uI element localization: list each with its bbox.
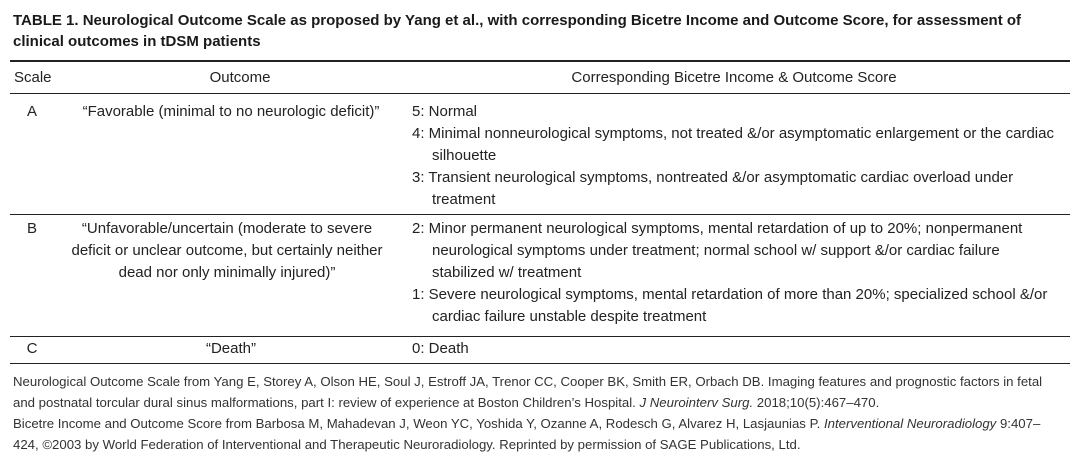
table-title: TABLE 1. Neurological Outcome Scale as proposed by Yang et al., with corresponding Bicetre Income and Outcome Score, for assessment of clinical outcomes in tDSM patients — [13, 12, 1022, 50]
row-c-scores — [412, 338, 1062, 360]
row-c-scale: C — [26, 340, 38, 357]
header-rule — [10, 93, 1070, 94]
score-item: 5: Normal — [412, 103, 478, 120]
row-a-scores — [412, 101, 1062, 211]
row-b-outcome: “Unfavorable/uncertain (moderate to severe deficit or unclear outcome, but certainly neither dead nor only minimally injured)” — [71, 220, 383, 281]
row-a-outcome: “Favorable (minimal to no neurologic deficit)” — [82, 103, 380, 120]
score-item: 4: Minimal nonneurological symptoms, not treated &/or asymptomatic enlargement or the cardiac silhouette — [412, 125, 1054, 164]
header-outcome: Outcome — [209, 69, 271, 86]
yang-citation: Neurological Outcome Scale from Yang E, Storey A, Olson HE, Soul J, Estroff JA, Trenor CC, Cooper BK, Smith ER, Orbach DB. Imaging features and prognostic factors in fetal and postnatal torcular dural sinus malformations, part I: review of experience at Boston Children’s Hospital. — [13, 374, 1043, 410]
row-c-outcome: “Death” — [205, 340, 257, 357]
top-rule — [10, 60, 1070, 62]
footnote-barbosa — [13, 413, 1063, 455]
yang-journal: J Neurointerv Surg. — [639, 395, 754, 410]
table-footnote — [13, 371, 1063, 455]
score-item: 1: Severe neurological symptoms, mental retardation of more than 20%; specialized school &/or cardiac failure unstable despite treatment — [412, 286, 1048, 325]
score-item: 0: Death — [412, 340, 469, 357]
header-scale: Scale — [14, 69, 52, 86]
row-b-rule — [10, 336, 1070, 337]
row-b-scale: B — [26, 220, 37, 237]
barbosa-volume: 9:407–424, ©2003 by World Federation of Interventional and Therapeutic Neuroradiology. Reprinted by permission of SAGE Publications, Ltd. — [13, 416, 1041, 452]
row-a-scale: A — [26, 103, 37, 120]
row-b-scores — [412, 218, 1062, 328]
barbosa-citation: Bicetre Income and Outcome Score from Barbosa M, Mahadevan J, Weon YC, Yoshida Y, Ozanne A, Rodesch G, Alvarez H, Lasjaunias P. — [13, 416, 821, 431]
score-item: 2: Minor permanent neurological symptoms, mental retardation of up to 20%; nonpermanent neurological symptoms under treatment; normal school w/ support &/or cardiac failure stabilized w/ treatment — [412, 220, 1023, 281]
bottom-rule — [10, 363, 1070, 364]
row-a-rule — [10, 214, 1070, 215]
score-item: 3: Transient neurological symptoms, nontreated &/or asymptomatic cardiac overload under treatment — [412, 169, 1014, 208]
yang-volume: 2018;10(5):467–470. — [756, 395, 880, 410]
barbosa-journal: Interventional Neuroradiology — [824, 416, 997, 431]
footnote-yang — [13, 371, 1063, 413]
header-score: Corresponding Bicetre Income & Outcome Score — [571, 69, 897, 86]
